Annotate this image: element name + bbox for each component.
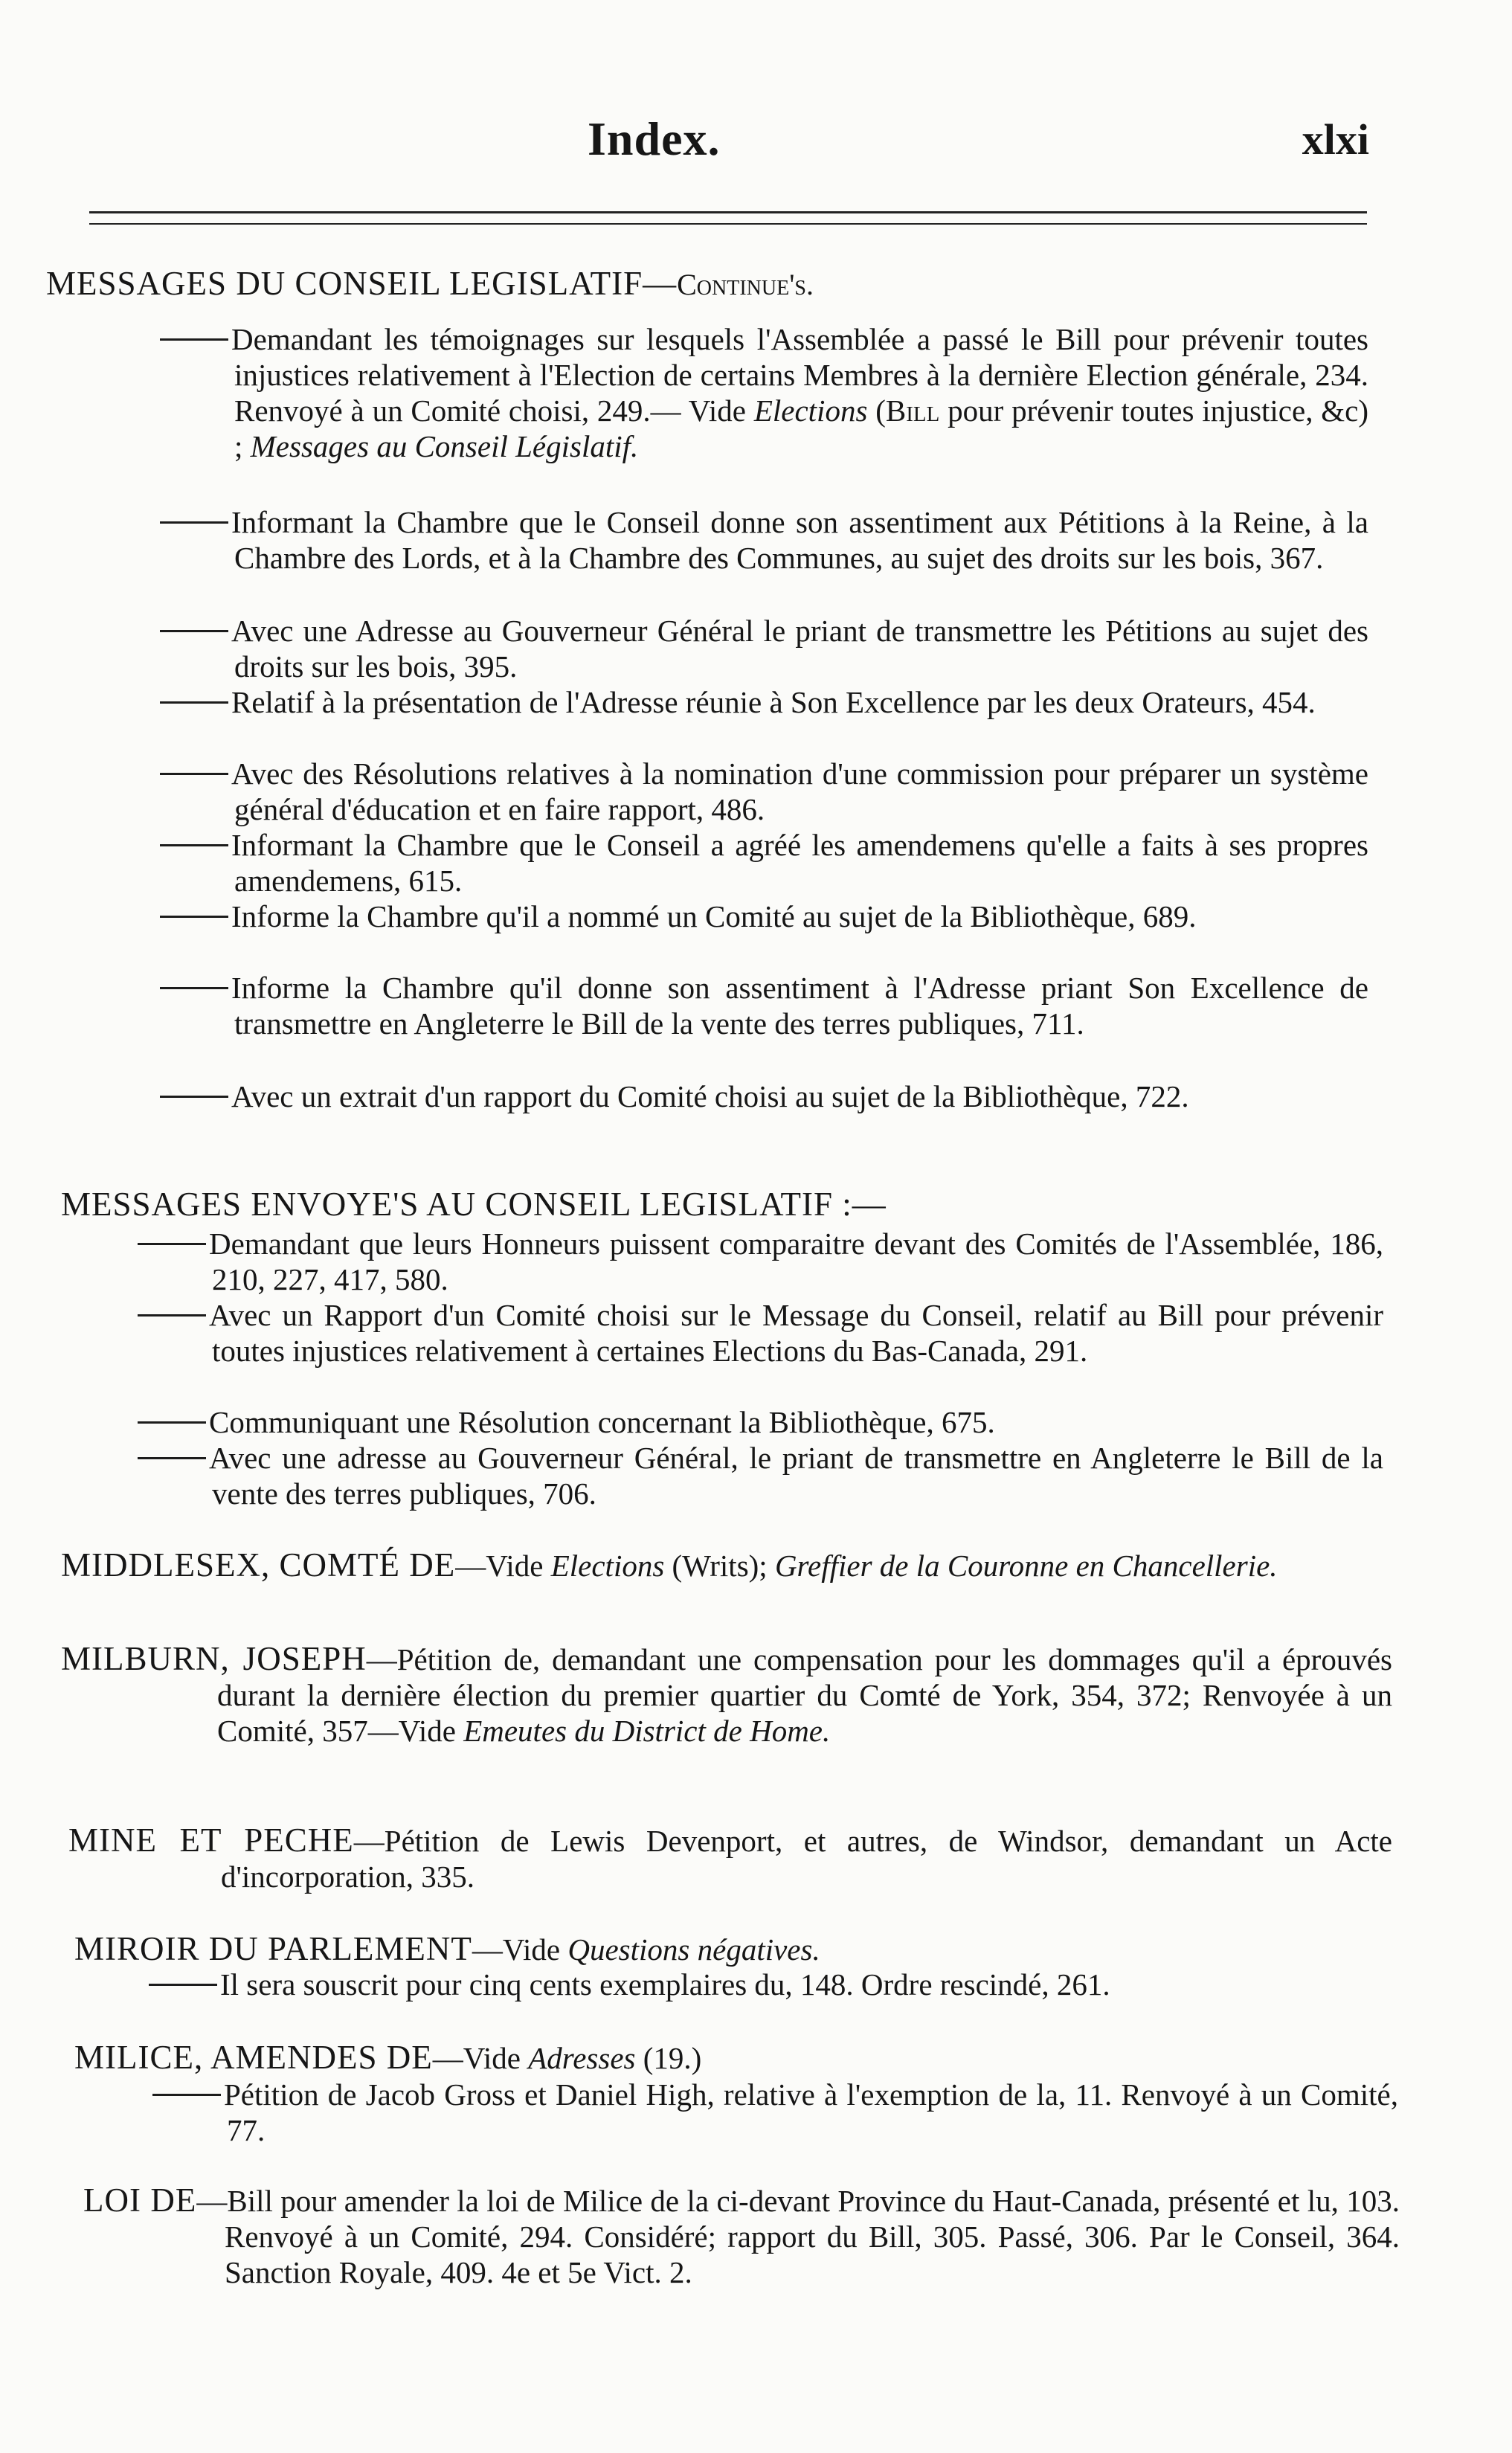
entry-text: —Pétition de Lewis Devenport, et autres, de Windsor, demandant un Acte d'incorporation, 335. bbox=[221, 1824, 1392, 1894]
entry-ref-italic: Adresses bbox=[528, 2041, 636, 2075]
entry-text: Relatif à la présentation de l'Adresse réunie à Son Excellence par les deux Orateurs, 454. bbox=[231, 685, 1316, 719]
entry-text: Avec une Adresse au Gouverneur Général le priant de transmettre les Pétitions au sujet des droits sur les bois, 395. bbox=[231, 614, 1368, 684]
entry-text: pour prévenir toutes injustice, &c) ; bbox=[234, 393, 1369, 463]
sub-entry-rapport-comite bbox=[138, 1297, 1383, 1369]
entry-text: —Vide bbox=[432, 2041, 529, 2075]
entry-ref-italic: Emeutes du District de Home. bbox=[463, 1714, 831, 1748]
entry-text: —Vide bbox=[455, 1549, 551, 1583]
sub-entry-honneurs-comparaitre bbox=[138, 1226, 1383, 1297]
entry-text: —Bill pour amender la loi de Milice de la ci-devant Province du Haut-Canada, présenté et lu, 103. Renvoyé à un Comité, 294. Considéré; rapport du Bill, 305. Passé, 306. Par le Conseil, 364. Sanction Royale, 409. 4e et 5e Vict. 2. bbox=[196, 2184, 1400, 2289]
entry-text: Avec un Rapport d'un Comité choisi sur le Message du Conseil, relatif au Bill pour prévenir toutes injustices relativement à certaines Elections du Bas-Canada, 291. bbox=[209, 1298, 1383, 1368]
sub-entry-adresse-gouverneur bbox=[160, 613, 1368, 684]
em-dash-rule bbox=[138, 1421, 206, 1424]
entry-text: ( bbox=[867, 393, 886, 428]
sub-entry-resolution-bibliotheque bbox=[138, 1404, 1383, 1440]
entry-text: Avec une adresse au Gouverneur Général, le priant de transmettre en Angleterre le Bill de la vente des terres publiques, 706. bbox=[209, 1441, 1383, 1511]
entry-text: Communiquant une Résolution concernant la Bibliothèque, 675. bbox=[209, 1405, 995, 1439]
entry-ref-italic: Elections bbox=[753, 393, 868, 428]
sub-entry-adresse-vente-terres bbox=[138, 1440, 1383, 1511]
em-dash-rule bbox=[160, 630, 228, 632]
entry-heading-miroir: MIROIR DU PARLEMENT bbox=[74, 1930, 472, 1967]
sub-entry-comite-bibliotheque bbox=[160, 898, 1368, 934]
entry-heading-mine-et-peche: MINE ET PECHE bbox=[68, 1822, 354, 1859]
em-dash-rule bbox=[138, 1314, 206, 1316]
entry-text: Pétition de Jacob Gross et Daniel High, relative à l'exemption de la, 11. Renvoyé à un Comité, 77. bbox=[224, 2077, 1398, 2147]
em-dash-rule bbox=[160, 844, 228, 846]
entry-ref-italic: Elections bbox=[550, 1549, 665, 1583]
sub-entry-exemplaires bbox=[149, 1967, 1398, 2002]
em-dash-rule bbox=[160, 773, 228, 775]
em-dash-rule bbox=[152, 2094, 221, 2096]
sub-entry-extrait-rapport bbox=[160, 1078, 1368, 1114]
sub-entry-loi-de-milice bbox=[83, 2182, 1400, 2290]
sub-entry-vente-terres bbox=[160, 970, 1368, 1041]
em-dash-rule bbox=[138, 1457, 206, 1459]
entry-heading-milice: MILICE, AMENDES DE bbox=[74, 2039, 433, 2076]
sub-entry-amendemens bbox=[160, 827, 1368, 898]
entry-text: Avec un extrait d'un rapport du Comité choisi au sujet de la Bibliothèque, 722. bbox=[231, 1079, 1189, 1113]
page-number: xlxi bbox=[1302, 115, 1369, 164]
sub-entry-resolutions-education bbox=[160, 756, 1368, 827]
entry-ref-italic: Greffier de la Couronne en Chancellerie. bbox=[774, 1549, 1278, 1583]
entry-text: Il sera souscrit pour cinq cents exemplaires du, 148. Ordre rescindé, 261. bbox=[220, 1967, 1110, 2002]
entry-text: —Vide bbox=[472, 1932, 568, 1967]
heading-continued: Continue's. bbox=[677, 268, 814, 301]
em-dash-rule bbox=[160, 521, 228, 524]
entry-bill-smallcaps: Bill bbox=[885, 393, 940, 428]
em-dash-rule bbox=[160, 916, 228, 918]
entry-ref-italic: Questions négatives. bbox=[567, 1932, 820, 1967]
entry-text: Demandant les témoignages sur lesquels l'Assemblée a passé le Bill pour prévenir toutes injustices relativement à l'Election de certains Membres à la dernière Election générale, 234. Renvoyé à un Comité choisi, 249.— Vide bbox=[231, 322, 1368, 428]
entry-heading-messages-du-conseil bbox=[46, 265, 814, 303]
entry-text: —Pétition de, demandant une compensation pour les dommages qu'il a éprouvés durant la dernière élection du premier quartier du Comté de York, 354, 372; Renvoyée à un Comité, 357—Vide bbox=[217, 1642, 1392, 1748]
entry-text: (Writs); bbox=[664, 1549, 775, 1583]
em-dash-rule bbox=[160, 701, 228, 704]
em-dash-rule bbox=[138, 1243, 206, 1245]
sub-entry-demandant-temoignages bbox=[160, 321, 1368, 464]
entry-miroir-du-parlement bbox=[74, 1931, 1398, 1967]
entry-text: Informe la Chambre qu'il donne son assentiment à l'Adresse priant Son Excellence de transmettre en Angleterre le Bill de la vente des terres publiques, 711. bbox=[231, 971, 1368, 1041]
entry-middlesex bbox=[61, 1547, 1392, 1584]
heading-text: MESSAGES ENVOYE'S AU CONSEIL LEGISLATIF :— bbox=[61, 1186, 887, 1223]
sub-entry-petition-gross-high bbox=[152, 2077, 1398, 2148]
entry-text: (19.) bbox=[635, 2041, 702, 2075]
em-dash-rule bbox=[160, 338, 228, 341]
em-dash-rule bbox=[160, 1096, 228, 1098]
heading-text: MESSAGES DU CONSEIL LEGISLATIF— bbox=[46, 265, 678, 302]
entry-text: Informe la Chambre qu'il a nommé un Comité au sujet de la Bibliothèque, 689. bbox=[231, 899, 1197, 933]
em-dash-rule bbox=[160, 987, 228, 989]
entry-text: Demandant que leurs Honneurs puissent comparaitre devant des Comités de l'Assemblée, 186, 210, 227, 417, 580. bbox=[209, 1226, 1383, 1296]
entry-text: Avec des Résolutions relatives à la nomination d'une commission pour préparer un système général d'éducation et en faire rapport, 486. bbox=[231, 756, 1368, 826]
sub-entry-presentation-adresse bbox=[160, 684, 1368, 720]
entry-ref-italic: Messages au Conseil Législatif. bbox=[250, 429, 639, 463]
sub-entry-informant-petitions bbox=[160, 504, 1368, 576]
entry-text: Informant la Chambre que le Conseil donne son assentiment aux Pétitions à la Reine, à la Chambre des Lords, et à la Chambre des Communes, au sujet des droits sur les bois, 367. bbox=[231, 505, 1368, 575]
em-dash-rule bbox=[149, 1984, 217, 1986]
entry-heading-messages-envoyes bbox=[61, 1186, 887, 1223]
entry-milburn bbox=[61, 1641, 1392, 1749]
entry-milice-amendes bbox=[74, 2039, 1398, 2076]
page-title: Index. bbox=[588, 112, 721, 165]
entry-heading-loi-de: LOI DE bbox=[83, 2182, 197, 2219]
entry-text: Informant la Chambre que le Conseil a agréé les amendemens qu'elle a faits à ses propres amendemens, 615. bbox=[231, 828, 1368, 898]
entry-heading-milburn: MILBURN, JOSEPH bbox=[61, 1640, 367, 1677]
entry-mine-et-peche bbox=[68, 1822, 1392, 1894]
entry-heading-middlesex: MIDDLESEX, COMTÉ DE bbox=[61, 1546, 456, 1584]
